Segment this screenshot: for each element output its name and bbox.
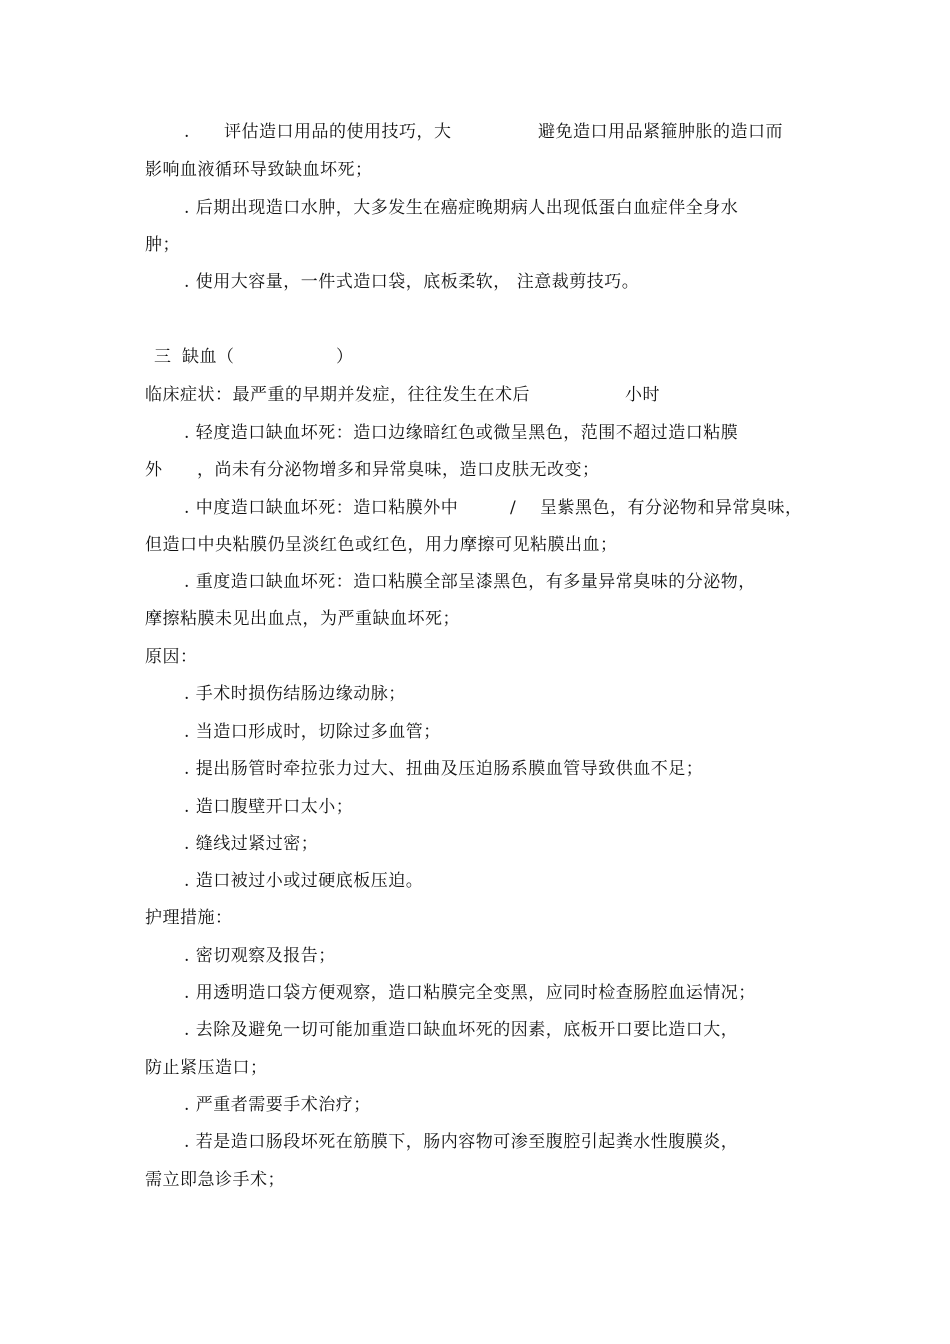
list-item: . 严重者需要手术治疗；	[184, 1095, 371, 1115]
paragraph-line: . 重度造口缺血坏死：造口粘膜全部呈漆黑色，有多量异常臭味的分泌物，	[184, 572, 756, 592]
list-item: . 手术时损伤结肠边缘动脉；	[184, 684, 406, 704]
list-item: . 去除及避免一切可能加重造口缺血坏死的因素，底板开口要比造口大，	[184, 1020, 739, 1040]
section-number: 三	[154, 347, 172, 367]
paragraph-text: 外	[145, 460, 163, 480]
section-title-close: ）	[336, 347, 354, 367]
list-item: . 密切观察及报告；	[184, 946, 336, 966]
paragraph-line: 防止紧压造口；	[145, 1058, 268, 1078]
section-heading	[154, 346, 374, 368]
list-item: . 当造口形成时，切除过多血管；	[184, 722, 441, 742]
paragraph-text: . 中度造口缺血坏死：造口粘膜外中	[184, 498, 459, 518]
paragraph-line	[145, 384, 685, 406]
paragraph-line	[145, 459, 665, 481]
list-item: . 用透明造口袋方便观察，造口粘膜完全变黑，应同时检查肠腔血运情况；	[184, 983, 756, 1003]
bullet-dot: .	[184, 122, 190, 142]
paragraph-line: 影响血液循环导致缺血坏死；	[145, 160, 373, 180]
paragraph-line: 肿；	[145, 235, 180, 255]
list-item: . 造口被过小或过硬底板压迫。	[184, 871, 424, 891]
list-item: . 提出肠管时牵拉张力过大、扭曲及压迫肠系膜血管导致供血不足；	[184, 759, 704, 779]
list-item: . 造口腹壁开口太小；	[184, 797, 354, 817]
paragraph-line	[184, 121, 824, 143]
list-item: . 缝线过紧过密；	[184, 834, 319, 854]
paragraph-line: 摩擦粘膜未见出血点，为严重缺血坏死；	[145, 609, 460, 629]
paragraph-text: /	[510, 498, 517, 518]
section-title: 缺血（	[182, 347, 235, 367]
paragraph-text: ，尚未有分泌物增多和异常臭味，造口皮肤无改变；	[197, 460, 600, 480]
paragraph-line: . 轻度造口缺血坏死：造口边缘暗红色或微呈黑色，范围不超过造口粘膜	[184, 423, 739, 443]
paragraph-line: . 使用大容量，一件式造口袋，底板柔软， 注意裁剪技巧。	[184, 272, 640, 292]
paragraph-line: . 后期出现造口水肿，大多发生在癌症晚期病人出现低蛋白血症伴全身水	[184, 198, 739, 218]
care-label: 护理措施：	[145, 908, 233, 928]
paragraph-text: 评估造口用品的使用技巧，大	[224, 122, 452, 142]
symptoms-unit: 小时	[625, 385, 660, 405]
paragraph-line: 需立即急诊手术；	[145, 1170, 285, 1190]
paragraph-line	[184, 497, 804, 519]
causes-label: 原因：	[145, 647, 198, 667]
symptoms-label: 临床症状：最严重的早期并发症，往往发生在术后	[145, 385, 530, 405]
paragraph-line: 但造口中央粘膜仍呈淡红色或红色，用力摩擦可见粘膜出血；	[145, 535, 618, 555]
list-item: . 若是造口肠段坏死在筋膜下，肠内容物可渗至腹腔引起粪水性腹膜炎，	[184, 1132, 739, 1152]
paragraph-text: 呈紫黑色，有分泌物和异常臭味，	[540, 498, 803, 518]
paragraph-text: 避免造口用品紧箍肿胀的造口而	[538, 122, 783, 142]
